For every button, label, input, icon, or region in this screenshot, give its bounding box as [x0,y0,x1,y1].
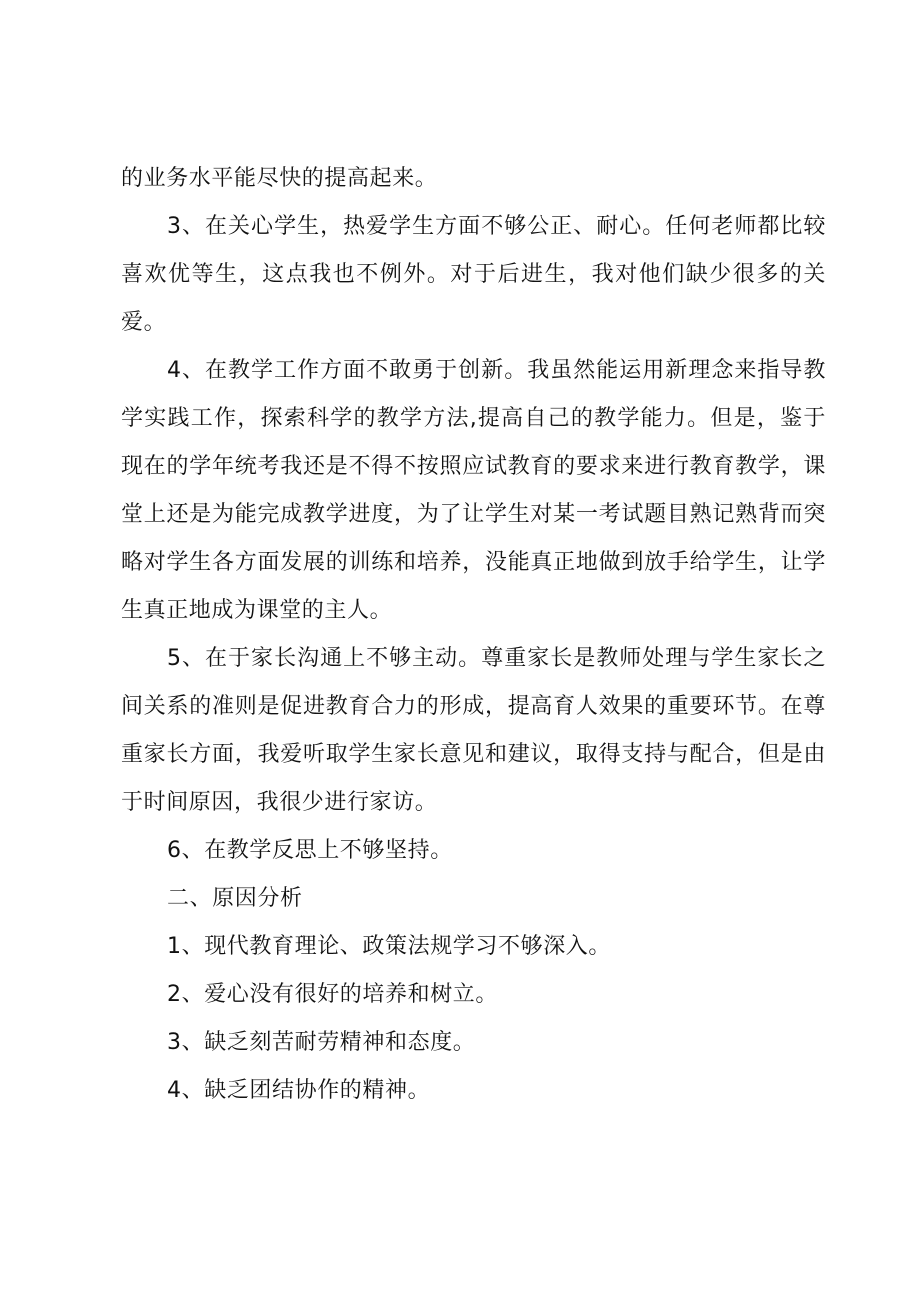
document-body [121,155,826,1115]
cause-item-3: 3、缺乏刻苦耐劳精神和态度。 [167,1030,476,1055]
section-heading-cause-analysis: 二、原因分析 [167,886,303,911]
paragraph-item-3: 3、在关心学生，热爱学生方面不够公正、耐心。任何老师都比较喜欢优等生，这点我也不例外。对于后进生，我对他们缺少很多的关爱。 [121,214,826,335]
cause-item-2: 2、爱心没有很好的培养和树立。 [167,982,498,1007]
cause-item-4: 4、缺乏团结协作的精神。 [167,1078,431,1103]
cause-item-1: 1、现代教育理论、政策法规学习不够深入。 [167,934,611,959]
paragraph-item-5: 5、在于家长沟通上不够主动。尊重家长是教师处理与学生家长之间关系的准则是促进教育合力的形成，提高育人效果的重要环节。在尊重家长方面，我爱听取学生家长意见和建议，取得支持与配合，但是由于时间原因，我很少进行家访。 [121,646,826,815]
paragraph-item-4: 4、在教学工作方面不敢勇于创新。我虽然能运用新理念来指导教学实践工作，探索科学的教学方法,提高自己的教学能力。但是，鉴于现在的学年统考我还是不得不按照应试教育的要求来进行教育教学，课堂上还是为能完成教学进度，为了让学生对某一考试题目熟记熟背而突略对学生各方面发展的训练和培养，没能真正地做到放手给学生，让学生真正地成为课堂的主人。 [121,358,826,623]
paragraph-continuation: 的业务水平能尽快的提高起来。 [121,166,438,191]
paragraph-item-6: 6、在教学反思上不够坚持。 [167,838,453,863]
